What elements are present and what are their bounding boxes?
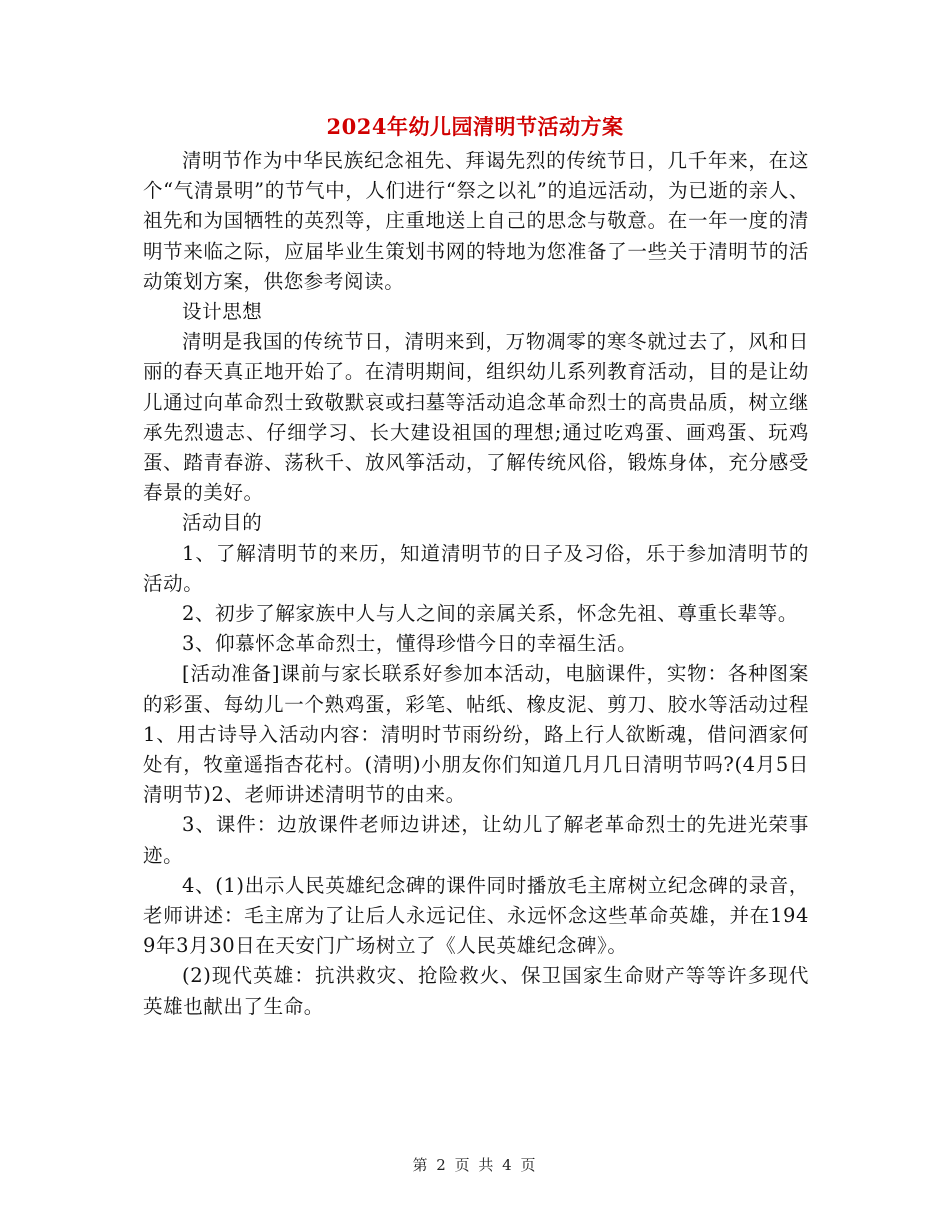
page-number-footer: 第 2 页 共 4 页 [412,1156,538,1174]
document-title: 2024年幼儿园清明节活动方案 [326,114,624,139]
process-step-4-2: (2)现代英雄：抗洪救灾、抢险救火、保卫国家生命财产等等许多现代英雄也献出了生命。 [143,964,809,1018]
process-step-3: 3、课件：边放课件老师边讲述，让幼儿了解老革命烈士的先进光荣事迹。 [143,813,809,867]
document-body [143,146,809,1022]
intro-paragraph: 清明节作为中华民族纪念祖先、拜谒先烈的传统节日，几千年来，在这个“气清景明”的节气中，人们进行“祭之以礼”的追远活动，为已逝的亲人、祖先和为国牺牲的英烈等，庄重地送上自己的思念与敬意。在一年一度的清明节来临之际，应届毕业生策划书网的特地为您准备了一些关于清明节的活动策划方案，供您参考阅读。 [143,149,809,293]
preparation-paragraph: [活动准备]课前与家长联系好参加本活动，电脑课件，实物：各种图案的彩蛋、每幼儿一个熟鸡蛋，彩笔、帖纸、橡皮泥、剪刀、胶水等活动过程1、用古诗导入活动内容：清明时节雨纷纷，路上行人欲断魂，借问酒家何处有，牧童遥指杏花村。(清明)小朋友你们知道几月几日清明节吗?(4月5日清明节)2、老师讲述清明节的由来。 [143,662,809,807]
goal-item-2: 2、初步了解家族中人与人之间的亲属关系，怀念先祖、尊重长辈等。 [182,602,799,626]
goal-item-1: 1、了解清明节的来历，知道清明节的日子及习俗，乐于参加清明节的活动。 [143,541,809,595]
section-heading-goals: 活动目的 [182,511,263,535]
design-paragraph: 清明是我国的传统节日，清明来到，万物凋零的寒冬就过去了，风和日丽的春天真正地开始了。在清明期间，组织幼儿系列教育活动，目的是让幼儿通过向革命烈士致敬默哀或扫墓等活动追念革命烈士的高贵品质，树立继承先烈遗志、仔细学习、长大建设祖国的理想;通过吃鸡蛋、画鸡蛋、玩鸡蛋、踏青春游、荡秋千、放风筝活动，了解传统风俗，锻炼身体，充分感受 春景的美好。 [143,330,809,505]
process-step-4: 4、(1)出示人民英雄纪念碑的课件同时播放毛主席树立纪念碑的录音，老师讲述：毛主席为了让后人永远记住、永远怀念这些革命英雄，并在1949年3月30日在天安门广场树立了《人民英雄纪念碑》。 [143,873,809,958]
section-heading-design: 设计思想 [182,300,263,324]
goal-item-3: 3、仰慕怀念革命烈士，懂得珍惜今日的幸福生活。 [182,632,638,656]
